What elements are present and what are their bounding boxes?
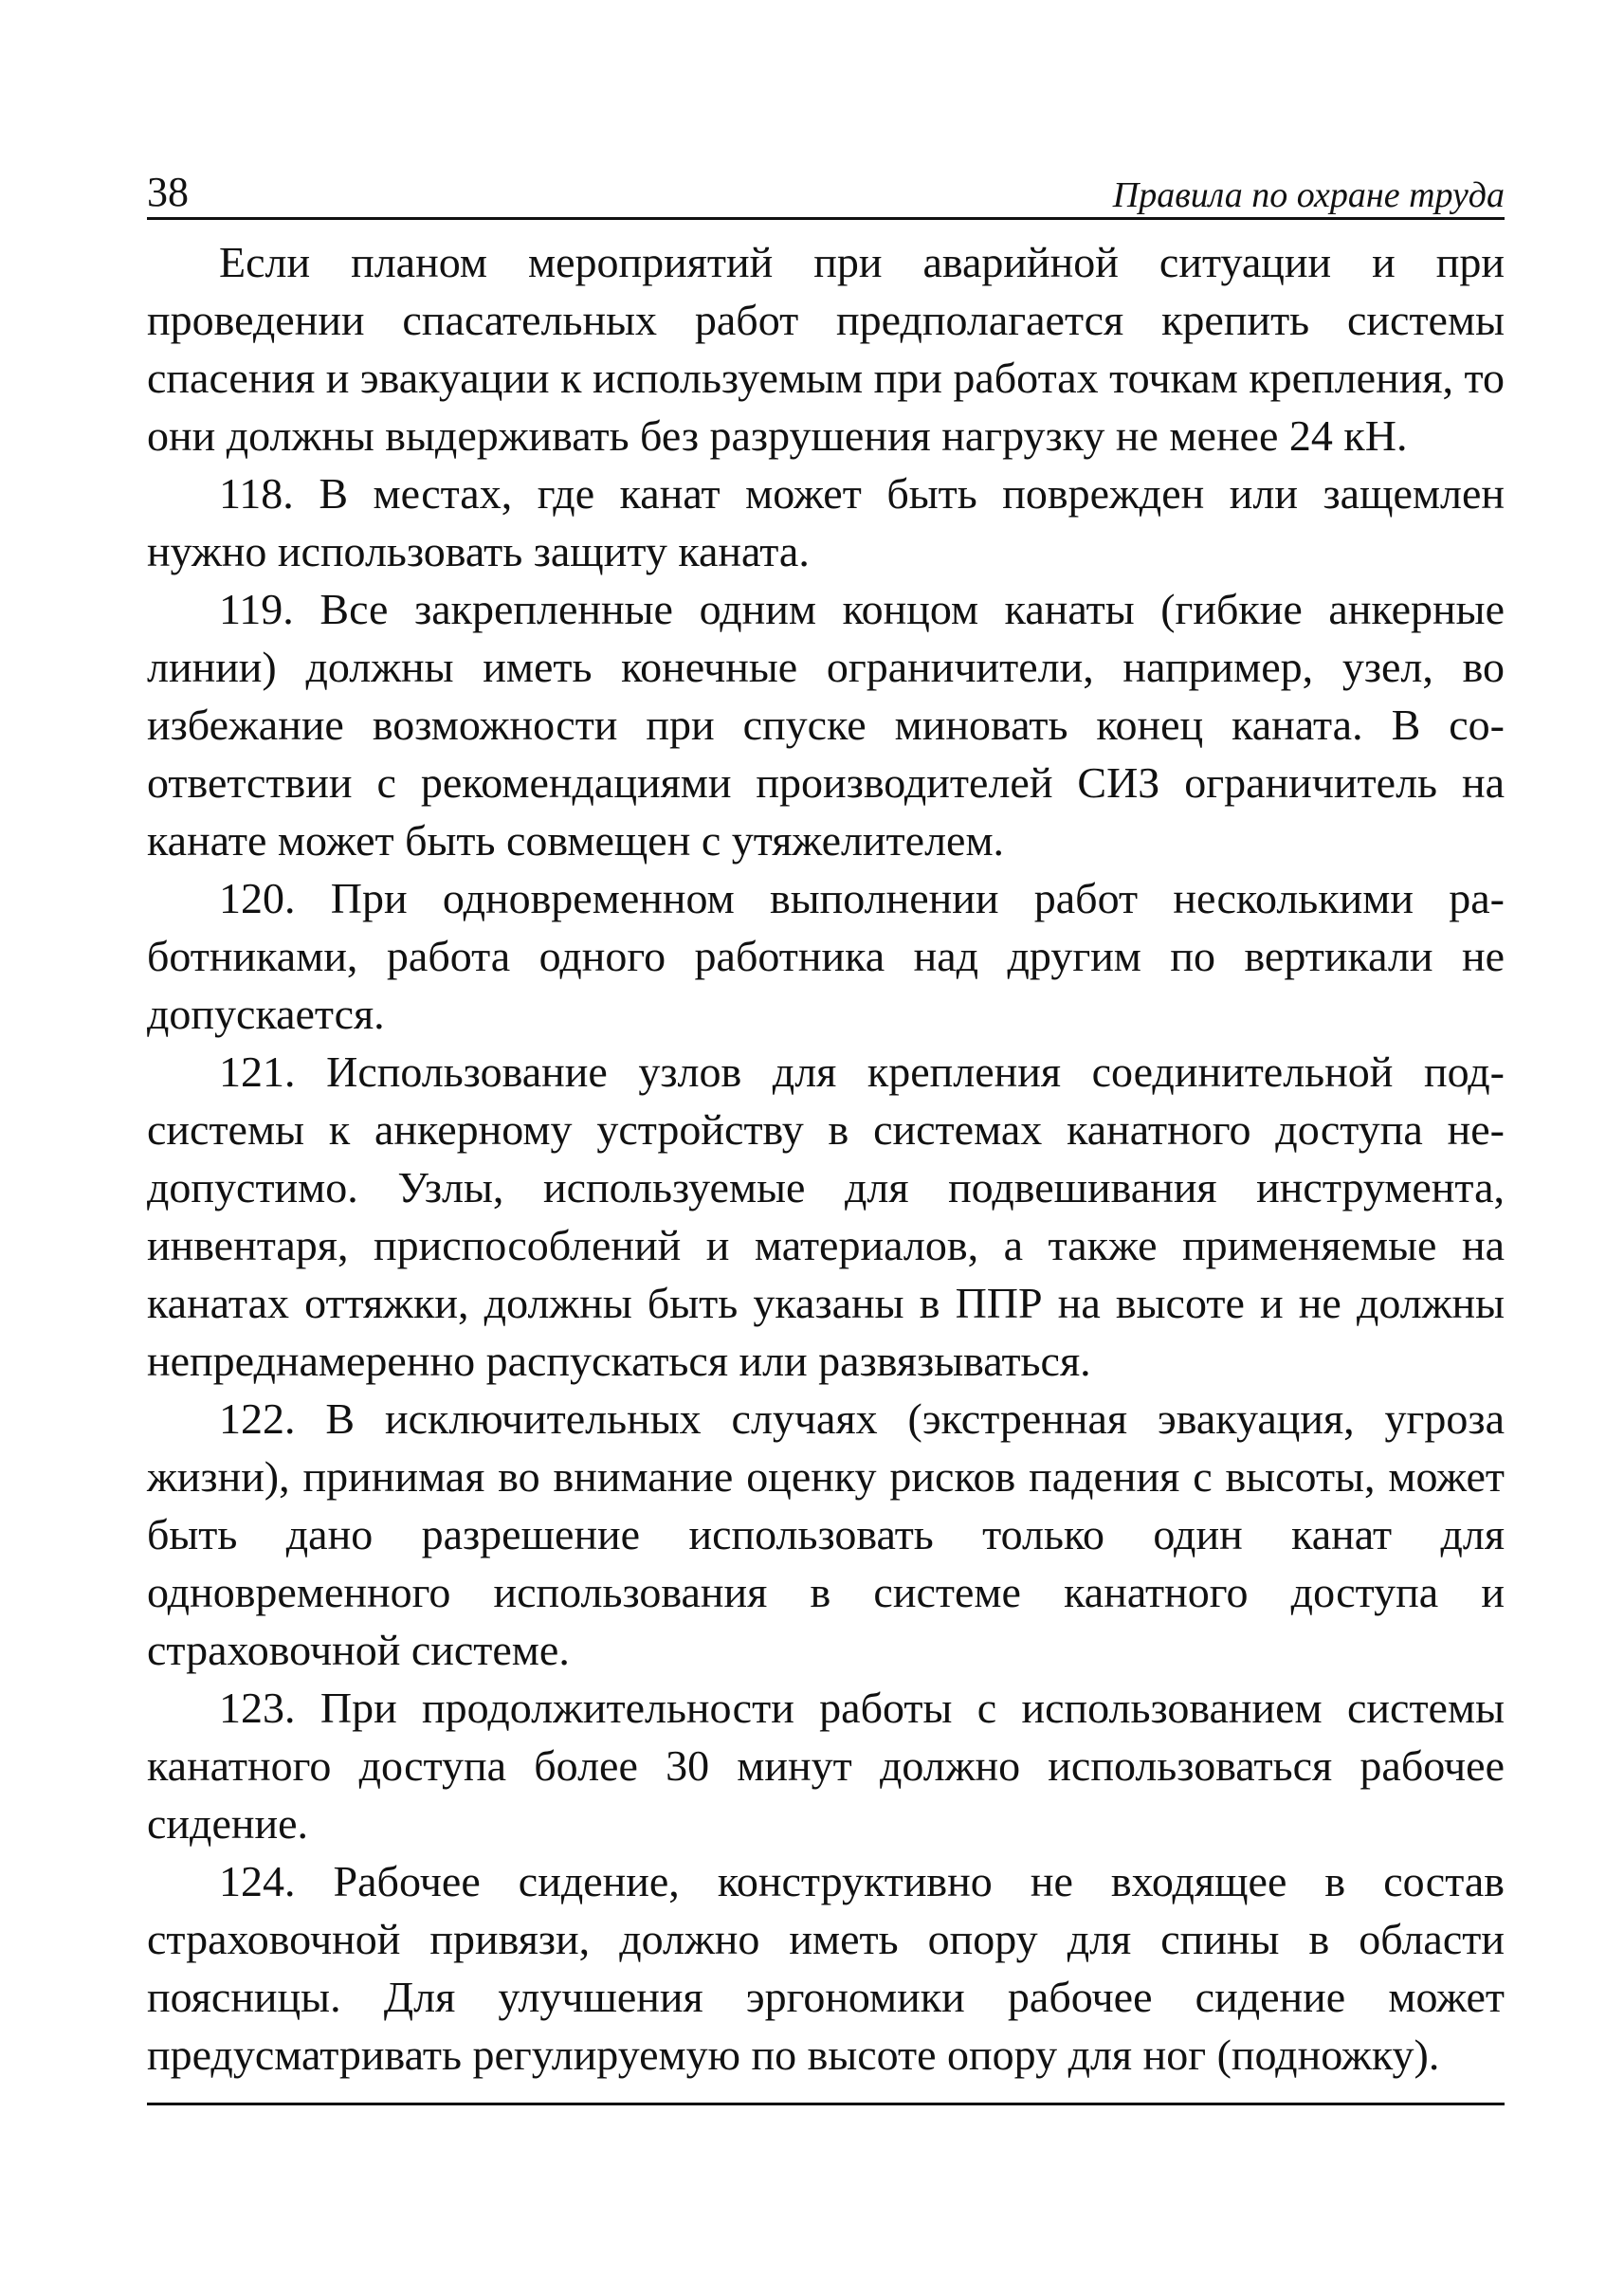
bottom-rule <box>147 2103 1505 2105</box>
paragraph-122: 122. В исключительных случаях (экстренная эвакуация, угроза жизни), принимая во внимание оценку рисков падения с высоты, может быть дано разрешение использовать только один канат для одновременного использования в системе канатного доступа и страховочной системе. <box>147 1394 1505 1674</box>
running-header <box>147 166 1505 220</box>
paragraph-123: 123. При продолжительности работы с использованием системы канатного доступа более 30 минут должно использоваться рабочее сидение. <box>147 1684 1505 1848</box>
paragraph-118: 118. В местах, где канат может быть поврежден или защемлен нужно использовать защиту каната. <box>147 469 1505 575</box>
document-page <box>147 166 1505 2105</box>
body-text <box>147 233 1505 2084</box>
paragraph-intro: Если планом мероприятий при аварийной ситуации и при проведении спасательных работ предполагается крепить системы спасения и эвакуации к используемым при работах точкам крепления, то они должны выдерживать без разрушения нагрузку не менее 24 кН. <box>147 238 1505 460</box>
running-header-title: Правила по охране труда <box>1112 175 1505 215</box>
paragraph-121: 121. Использование узлов для крепления соединительной подсистемы к анкерному устройству в системах канатного доступа недопустимо. Узлы, используемые для подвешивания инструмента, инвентаря, приспособлений и материалов, а также применяемые на канатах оттяжки, должны быть указаны в ППР на высоте и не должны непреднамеренно распускаться или развязываться. <box>147 1047 1505 1385</box>
page-number: 38 <box>147 169 189 215</box>
paragraph-120: 120. При одновременном выполнении работ несколькими работниками, работа одного работника над другим по вертикали не допускается. <box>147 874 1505 1038</box>
paragraph-119: 119. Все закрепленные одним концом канаты (гибкие анкерные линии) должны иметь конечные ограничители, например, узел, во избежание возможности при спуске миновать конец каната. В соответствии с рекомендациями производителей СИЗ ограничитель на канате может быть совмещен с утяжелителем. <box>147 585 1505 865</box>
paragraph-124: 124. Рабочее сидение, конструктивно не входящее в состав страховочной привязи, должно иметь опору для спины в области поясницы. Для улучшения эргономики рабочее сидение может предусматривать регулируемую по высоте опору для ног (подножку). <box>147 1857 1505 2079</box>
